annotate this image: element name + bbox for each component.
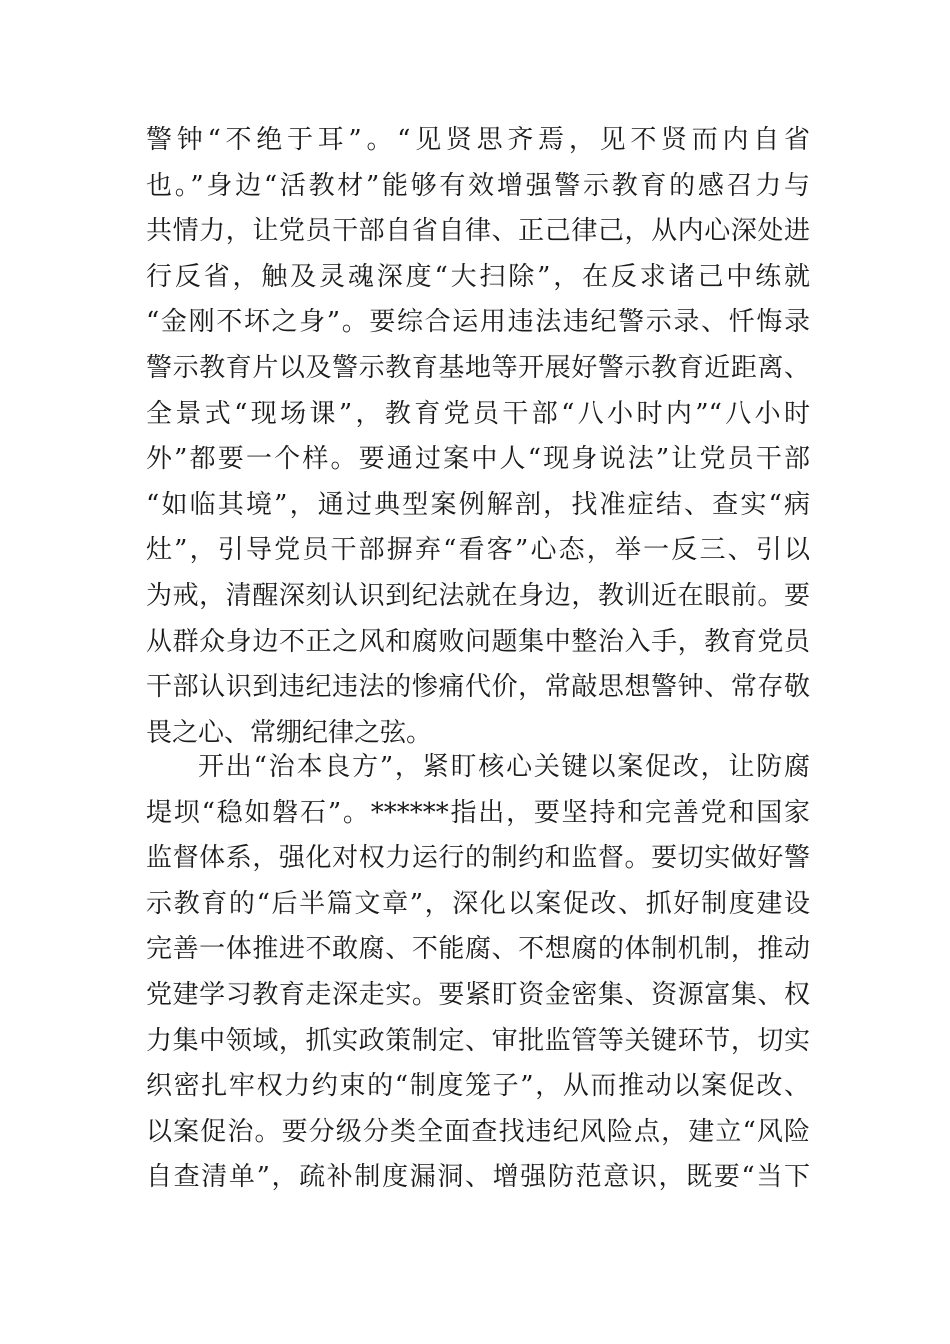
paragraph-line: 以案促治。要分级分类全面查找违纪风险点，建立“风险 xyxy=(146,1116,810,1147)
paragraph-line: 共情力，让党员干部自省自律、正己律己，从内心深处进 xyxy=(146,216,810,247)
paragraph-line: 干部认识到违纪违法的惨痛代价，常敲思想警钟、常存敬 xyxy=(146,672,810,703)
paragraph-line: 全景式“现场课”，教育党员干部“八小时内”“八小时 xyxy=(146,398,810,429)
paragraph-line: 灶”，引导党员干部摒弃“看客”心态，举一反三、引以 xyxy=(146,535,810,566)
paragraph-line: “如临其境”，通过典型案例解剖，找准症结、查实“病 xyxy=(146,489,810,520)
paragraph-line: “金刚不坏之身”。要综合运用违法违纪警示录、忏悔录 xyxy=(146,307,810,338)
paragraph-line: 力集中领域，抓实政策制定、审批监管等关键环节，切实 xyxy=(146,1025,810,1056)
paragraph-2 xyxy=(146,745,810,1201)
paragraph-line: 开出“治本良方”，紧盯核心关键以案促改，让防腐 xyxy=(198,752,810,782)
paragraph-line: 监督体系，强化对权力运行的制约和监督。要切实做好警 xyxy=(146,843,810,874)
paragraph-line: 自查清单”，疏补制度漏洞、增强防范意识，既要“当下 xyxy=(146,1162,810,1193)
paragraph-line: 为戒，清醒深刻认识到纪法就在身边，教训近在眼前。要 xyxy=(146,580,810,611)
paragraph-line: 警钟“不绝于耳”。“见贤思齐焉，见不贤而内自省 xyxy=(146,125,810,155)
paragraph-1 xyxy=(146,118,810,756)
paragraph-line: 也。”身边“活教材”能够有效增强警示教育的感召力与 xyxy=(146,170,810,201)
paragraph-line: 行反省，触及灵魂深度“大扫除”，在反求诸己中练就 xyxy=(146,261,810,292)
paragraph-line: 示教育的“后半篇文章”，深化以案促改、抓好制度建设 xyxy=(146,888,810,919)
paragraph-line: 完善一体推进不敢腐、不能腐、不想腐的体制机制，推动 xyxy=(146,934,810,965)
paragraph-line: 堤坝“稳如磐石”。******指出，要坚持和完善党和国家 xyxy=(146,797,810,828)
paragraph-line: 从群众身边不正之风和腐败问题集中整治入手，教育党员 xyxy=(146,626,810,657)
paragraph-line: 警示教育片以及警示教育基地等开展好警示教育近距离、 xyxy=(146,352,810,383)
paragraph-line: 党建学习教育走深走实。要紧盯资金密集、资源富集、权 xyxy=(146,979,810,1010)
paragraph-line: 畏之心、常绷纪律之弦。 xyxy=(146,717,433,748)
paragraph-line: 外”都要一个样。要通过案中人“现身说法”让党员干部 xyxy=(146,444,810,475)
paragraph-line: 织密扎牢权力约束的“制度笼子”，从而推动以案促改、 xyxy=(146,1071,810,1102)
